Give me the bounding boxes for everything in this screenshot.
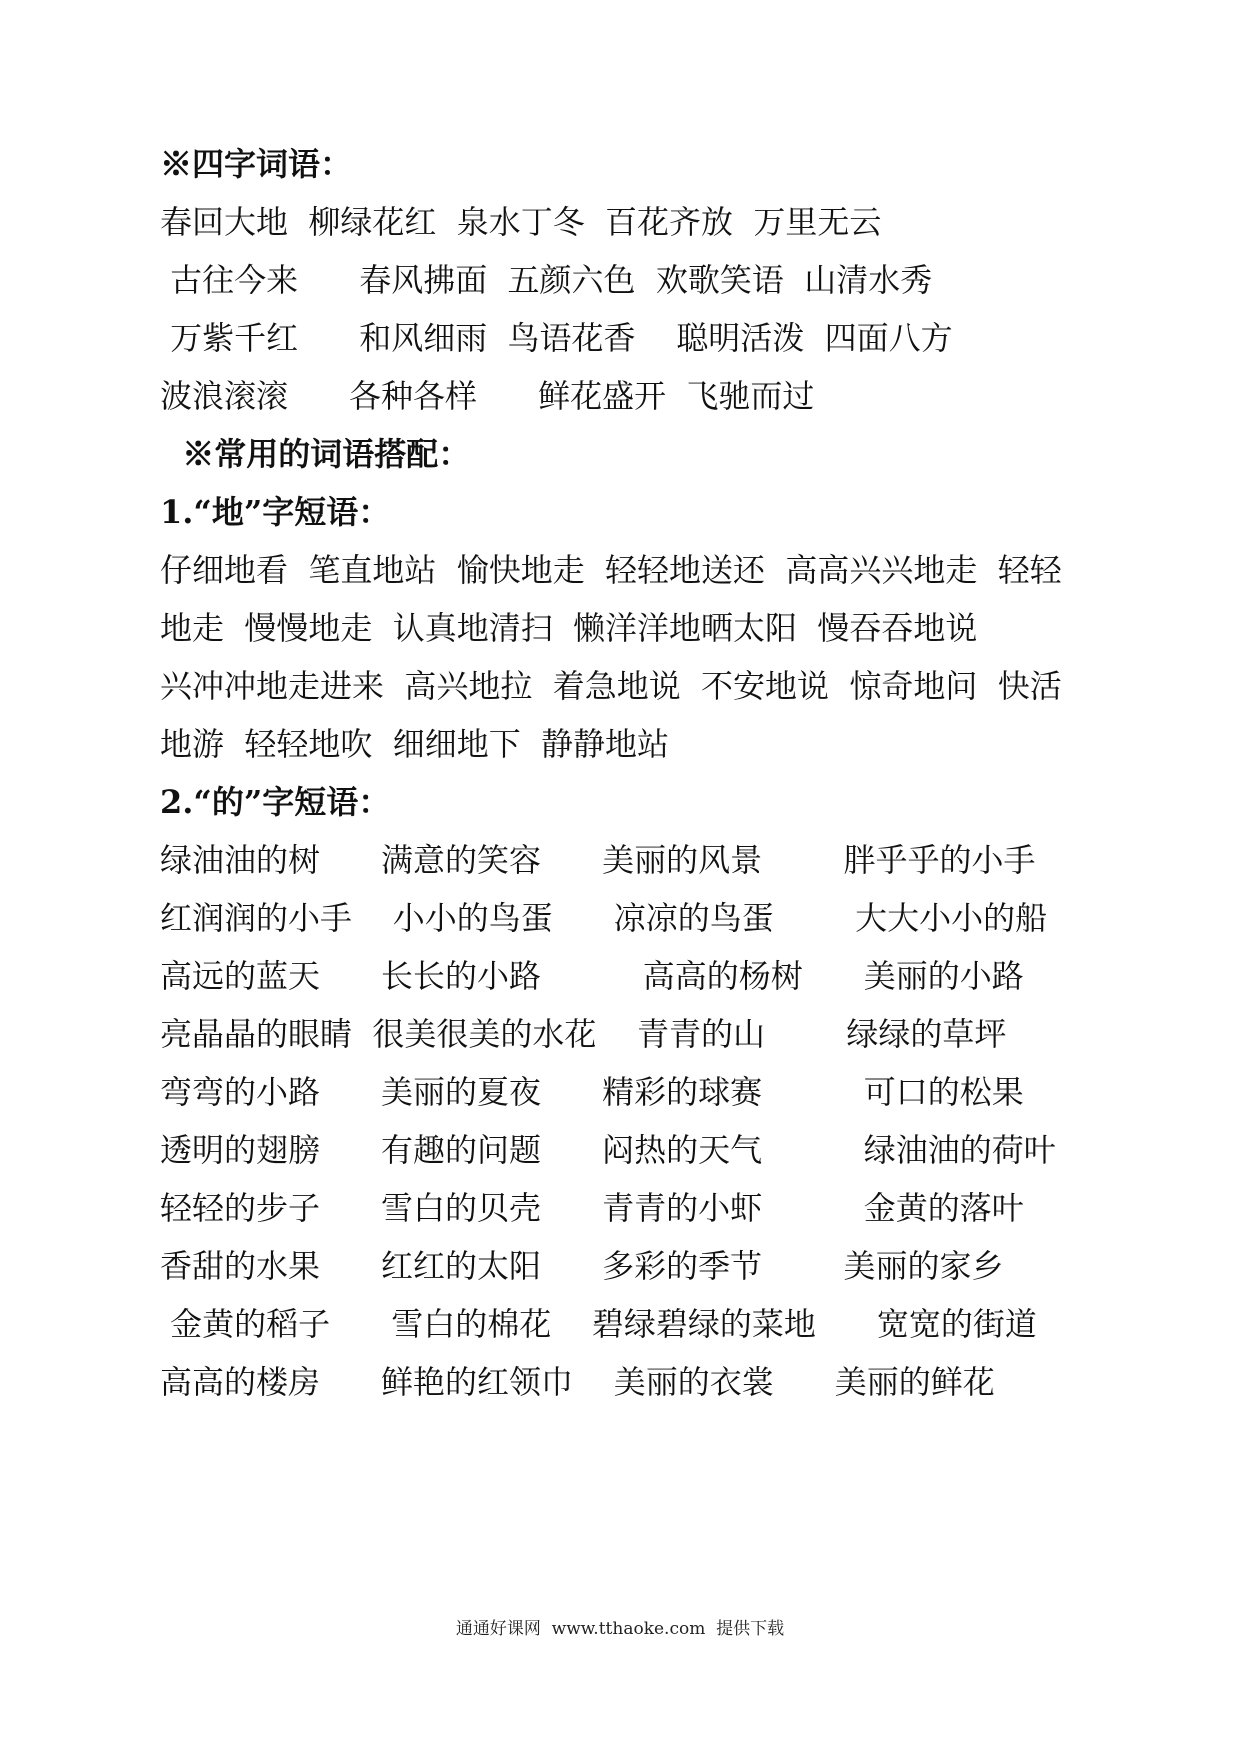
de-adjective-line-4: 亮晶晶的眼睛 很美很美的水花 青青的山 绿绿的草坪 [160,1015,1007,1053]
de-adjective-line-5: 弯弯的小路 美丽的夏夜 精彩的球赛 可口的松果 [160,1073,1024,1111]
footer-credit: 通通好课网 www.tthaoke.com 提供下载 [455,1619,785,1639]
de-adverb-line-4: 地游 轻轻地吹 细细地下 静静地站 [160,725,670,763]
de-adjective-line-9: 金黄的稻子 雪白的棉花 碧绿碧绿的菜地 宽宽的街道 [160,1305,1037,1343]
de-adjective-line-8: 香甜的水果 红红的太阳 多彩的季节 美丽的家乡 [160,1247,1004,1285]
four-char-line-3: 万紫千红 和风细雨 鸟语花香 聪明活泼 四面八方 [160,319,953,357]
de-adverb-line-2: 地走 慢慢地走 认真地清扫 懒洋洋地晒太阳 慢吞吞地说 [160,609,978,647]
four-char-heading: ※四字词语： [160,145,353,183]
de-adjective-line-6: 透明的翅膀 有趣的问题 闷热的天气 绿油油的荷叶 [160,1131,1056,1169]
de-adverb-heading: 1.“地”字短语： [160,493,391,531]
de-adjective-line-10: 高高的楼房 鲜艳的红领巾 美丽的衣裳 美丽的鲜花 [160,1363,995,1401]
de-adjective-line-2: 红润润的小手 小小的鸟蛋 凉凉的鸟蛋 大大小小的船 [160,899,1048,937]
de-adjective-line-3: 高远的蓝天 长长的小路 高高的杨树 美丽的小路 [160,957,1024,995]
de-adverb-line-1: 仔细地看 笔直地站 愉快地走 轻轻地送还 高高兴兴地走 轻轻 [160,551,1062,589]
de-adjective-line-7: 轻轻的步子 雪白的贝壳 青青的小虾 金黄的落叶 [160,1189,1024,1227]
de-adverb-line-3: 兴冲冲地走进来 高兴地拉 着急地说 不安地说 惊奇地问 快活 [160,667,1062,705]
four-char-line-2: 古往今来 春风拂面 五颜六色 欢歌笑语 山清水秀 [160,261,933,299]
four-char-line-4: 波浪滚滚 各种各样 鲜花盛开 飞驰而过 [160,377,815,415]
collocation-heading: ※常用的词语搭配： [160,435,471,473]
de-adjective-line-1: 绿油油的树 满意的笑容 美丽的风景 胖乎乎的小手 [160,841,1036,879]
de-adjective-heading: 2.“的”字短语： [160,783,391,821]
four-char-line-1: 春回大地 柳绿花红 泉水丁冬 百花齐放 万里无云 [160,203,882,241]
